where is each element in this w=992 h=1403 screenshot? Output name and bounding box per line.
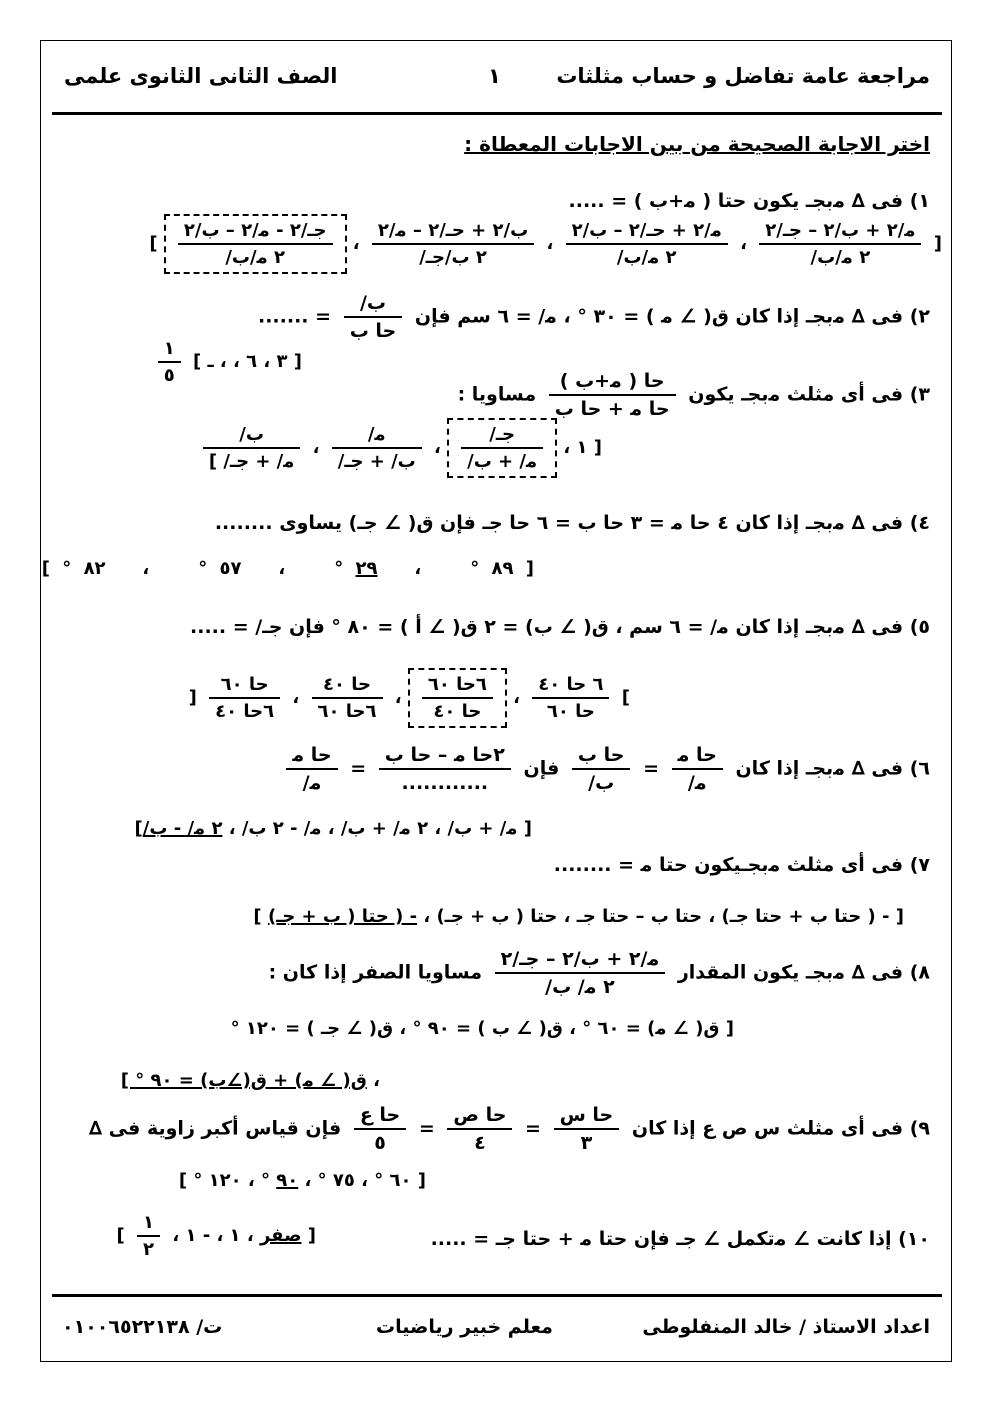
q6-stem: ٦) فى ∆ ﻣبجـ إذا كان $\frac{\text{حا ﻣ}}{\text{ﻣ/}}$ = $\frac{\text{حا ب}}{\text{ب/}}$ فإن $\frac{\text{٢حا ﻣ – حا ب}}{............}$ = $\frac{\text{حا ﻣ}}{\text{ﻣ/}}$ [280,744,930,794]
q4-options: [ ٨٩ ° ، ٢٩ ° ، ٥٧ ° ، ٨٢ ° ] [41,558,534,579]
header-rule [52,112,942,115]
q10-options: [ صفر ، ١ ، - ١ ، $\frac{١}{٢}$ ] [116,1212,316,1260]
q1-answer-box: $\frac{\text{جـ/٢ - ﻣ/٢ – ب/٢}}{\text{٢ ﻣ/ب/}}$ [164,214,347,274]
q3-options: [ ١ ، $\frac{\text{جـ/}}{\text{ﻣ/ + ب/}}$ ، $\frac{\text{ﻣ/}}{\text{ب/ + جـ/}}$ ، $\frac{\text{ب/}}{\text{ﻣ/ + جـ/ ]}}$ [197,418,602,478]
footer-role: معلم خبير رياضيات [376,1316,553,1338]
q1-stem: ١) فى ∆ ﻣبجـ يكون حتا ( ﻣ+ب ) = ..... [568,190,930,212]
q8-line2: ، ق( ∠ ﻣ) + ق(∠ب) = ٩٠ ° ] [120,1070,380,1091]
q10-stem: ١٠) إذا كانت ∠ ﻣتكمل ∠ جـ فإن حتا ﻣ + حتا جـ = ..... [430,1228,930,1250]
q8-line1: [ ق( ∠ ﻣ) = ٦٠ ° ، ق( ∠ ب ) = ٩٠ ° ، ق( ∠ جـ ) = ١٢٠ ° [230,1018,734,1039]
q4-stem: ٤) فى ∆ ﻣبجـ إذا كان ٤ حا ﻣ = ٣ حا ب = ٦ حا جـ فإن ق( ∠ جـ) يساوى ........ [214,512,930,534]
q9-stem: ٩) فى أى مثلث س ص ع إذا كان $\frac{\text{حا س}}{٣}$ = $\frac{\text{حا ص}}{٤}$ = $\frac{\text{حا ع}}{٥}$ فإن قياس أكبر زاوية فى ∆ [88,1104,930,1154]
q7-options: [ - ( حتا ب + حتا جـ) ، حتا ب – حتا جـ ، حتا ( ب + جـ) ، - ( حتا ( ب + جـ) ] [253,906,904,927]
q6-options: [ ﻣ/ + ب/ ، ٢ ﻣ/ + ب/ ، ﻣ/ - ٢ ب/ ، ٢ ﻣ/ - ب/] [134,818,532,839]
footer-author: اعداد الاستاذ / خالد المنفلوطى [642,1316,930,1338]
instruction: اختر الاجابة الصحيحة من بين الاجابات المعطاة : [464,132,930,156]
q1-options: [ $\frac{\text{ﻣ/٢ + ب/٢ – جـ/٢}}{\text{٢ ﻣ/ب/}}$ ، $\frac{\text{ﻣ/٢ + حـ/٢ – ب/٢}}{\text{٢ ﻣ/ب/}}$ ، $\frac{\text{ب/٢ + حـ/٢ – ﻣ/٢}}{\text{٢ ب/جـ/}}$ ، $\frac{\text{جـ/٢ - ﻣ/٢ – ب/٢}}{\text{٢ ﻣ/ب/}}$ ] [52,214,942,274]
q3-stem: ٣) فى أى مثلث ﻣبجـ يكون $\frac{\text{حا ( ﻣ+ب )}}{\text{حا ﻣ + حا ب}}$ مساويا : [457,370,930,420]
q3-answer-box: $\frac{\text{جـ/}}{\text{ﻣ/ + ب/}}$ [447,418,557,478]
header-number: ١ [488,64,501,88]
header-title: مراجعة عامة تفاضل و حساب مثلثات [556,64,930,88]
q5-stem: ٥) فى ∆ ﻣبجـ إذا كان ﻣ/ = ٦ سم ، ق( ∠ ب) = ٢ ق( ∠ أ ) = ٨٠ ° فإن جـ/ = ..... [190,616,930,638]
footer-rule [52,1294,942,1297]
q5-options: ] $\frac{\text{٦ حا ٤٠}}{\text{حا ٦٠}}$ ، $\frac{\text{٦حا ٦٠}}{\text{حا ٤٠}}$ ، $\frac{\text{حا ٤٠}}{\text{٦حا ٦٠}}$ ، $\frac{\text{حا ٦٠}}{\text{٦حا ٤٠}}$ [ [189,668,630,728]
q9-options: [ ٦٠ ° ، ٧٥ ° ، ٩٠ ° ، ١٢٠ ° ] [178,1170,426,1191]
q8-stem: ٨) فى ∆ ﻣبجـ يكون المقدار $\frac{\text{ﻣ/٢ + ب/٢ – جـ/٢}}{\text{٢ ﻣ/ ب/}}$ مساويا الصفر إذا كان : [268,948,930,998]
q2-options: [ ٣ ، ٦ ، ، ـ ] $\frac{١}{٥}$ [152,338,302,386]
q2-stem: ٢) فى ∆ ﻣبجـ إذا كان ق( ∠ ﻣ ) = ٣٠ ° ، ﻣ/ = ٦ سم فإن $\frac{\text{ب/}}{\text{حا ب}}$ = ....... [258,292,930,342]
header-grade: الصف الثانى الثانوى علمى [64,64,338,88]
q5-answer-box: $\frac{\text{٦حا ٦٠}}{\text{حا ٤٠}}$ [408,668,507,728]
q7-stem: ٧) فى أى مثلث ﻣبجـيكون حتا ﻣ = ........ [553,854,930,876]
footer-phone: ت/ ٠١٠٠٦٥٢٢١٣٨ [62,1316,223,1338]
